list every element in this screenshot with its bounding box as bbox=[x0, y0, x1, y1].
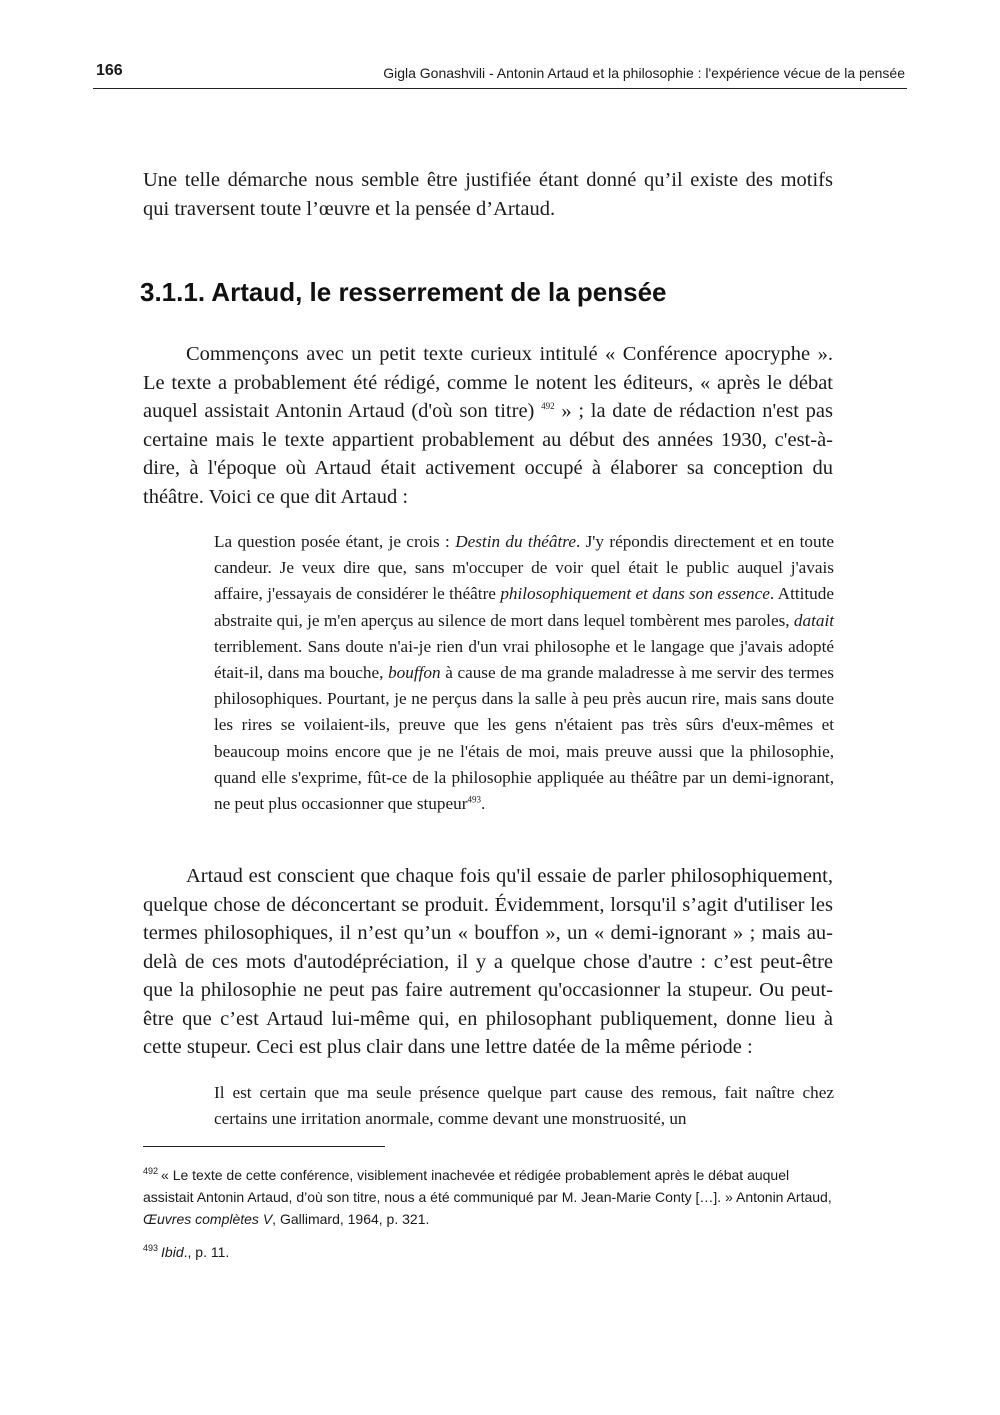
quote-text: . Attitude abstraite qui, je m'en aperçus au silence de mort dans lequel tombèrent mes paroles, bbox=[214, 584, 834, 630]
page-header bbox=[93, 60, 907, 89]
quote-italic: bouffon bbox=[388, 663, 441, 683]
quote-text: à cause de ma grande maladresse à me servir des termes philosophiques. Pourtant, je ne perçus dans la salle à peu près aucun rire, mais sans doute les rires se voilaient-ils, preuve que les gens n'étaient pas très sûrs d'eux-mêmes et beaucoup moins encore que je ne l'étais de moi, mais preuve aussi que la philosophie, quand elle s'exprime, fût-ce de la philosophie appliquée au théâtre par un demi-ignorant, ne peut plus occasionner que stupeur bbox=[214, 663, 834, 814]
footnote-ref-492[interactable]: 492 bbox=[541, 401, 555, 412]
footnote-493 bbox=[143, 1241, 835, 1263]
quote-italic: datait bbox=[793, 610, 834, 630]
footnote-ref-493[interactable]: 493 bbox=[467, 794, 481, 805]
paragraph-1 bbox=[143, 340, 833, 511]
quote-text: terriblement. Sans doute n'ai-je rien d'un vrai philosophe et le langage que j'avais adopté était-il, dans ma bouche, bbox=[214, 636, 834, 683]
footnote-separator bbox=[143, 1146, 385, 1147]
paragraph-1-text: Commençons avec un petit texte curieux intitulé « Conférence apocryphe ». Le texte a probablement été rédigé, comme le notent les éditeurs, « après le débat auquel assistait Antonin Artaud (d'où son titre) bbox=[143, 343, 833, 422]
running-head: Gigla Gonashvili - Antonin Artaud et la philosophie : l'expérience vécue de la pensée bbox=[383, 65, 905, 81]
intro-paragraph: Une telle démarche nous semble être justifiée étant donné qu’il existe des motifs qui traversent toute l’œuvre et la pensée d’Artaud. bbox=[143, 169, 833, 220]
footnote-italic: Œuvres complètes V bbox=[143, 1211, 273, 1227]
footnote-text: , Gallimard, 1964, p. 321. bbox=[272, 1211, 430, 1227]
footnote-492 bbox=[143, 1164, 835, 1230]
footnote-number: 492 bbox=[143, 1166, 159, 1177]
footnote-number: 493 bbox=[143, 1243, 159, 1254]
section-heading: 3.1.1. Artaud, le resserrement de la pensée bbox=[140, 277, 667, 307]
footnote-italic: Ibid bbox=[161, 1244, 184, 1260]
quote-text: . bbox=[480, 794, 486, 814]
paragraph-2: Artaud est conscient que chaque fois qu'il essaie de parler philosophiquement, quelque chose de déconcertant se produit. Évidemment, lorsqu'il s’agit d'utiliser les termes philosophiques, il n’est qu’un « bouffon », un « demi-ignorant » ; mais au-delà de ces mots d'autodépréciation, il y a quelque chose d'autre : c’est peut-être que la philosophie ne peut pas faire autrement qu'occasionner la stupeur. Ou peut-être que c’est Artaud lui-même qui, en philosophant publiquement, donne lieu à cette stupeur. Ceci est plus clair dans une lettre datée de la même période : bbox=[143, 865, 833, 1058]
quote-italic: Destin du théâtre bbox=[455, 532, 576, 551]
paragraph-1-text-cont: » ; la date de rédaction n'est pas certaine mais le texte appartient probablement au début des années 1930, c'est-à-dire, à l'époque où Artaud était activement occupé à élaborer sa conception du théâtre. Voici ce que dit Artaud : bbox=[143, 400, 833, 508]
block-quote-1 bbox=[214, 529, 834, 817]
footnote-text: « Le texte de cette conférence, visiblement inachevée et rédigée probablement après le débat auquel assistait Antonin Artaud, d’où son titre, nous a été communiqué par M. Jean-Marie Conty […]. » Antonin Artaud, bbox=[143, 1167, 832, 1205]
footnote-text: ., p. 11. bbox=[183, 1244, 230, 1260]
quote-italic: philosophiquement et dans son essence bbox=[500, 584, 770, 604]
quote-text: La question posée étant, je crois : bbox=[214, 532, 456, 551]
block-quote-2: Il est certain que ma seule présence quelque part cause des remous, fait naître chez certains une irritation anormale, comme devant une monstruosité, un bbox=[214, 1083, 834, 1129]
quote-text: . J'y répondis directement et en toute candeur. Je veux dire que, sans m'occuper de voir quel était le public auquel j'avais affaire, j'essayais de considérer le théâtre bbox=[214, 532, 835, 604]
page-number: 166 bbox=[96, 62, 123, 79]
